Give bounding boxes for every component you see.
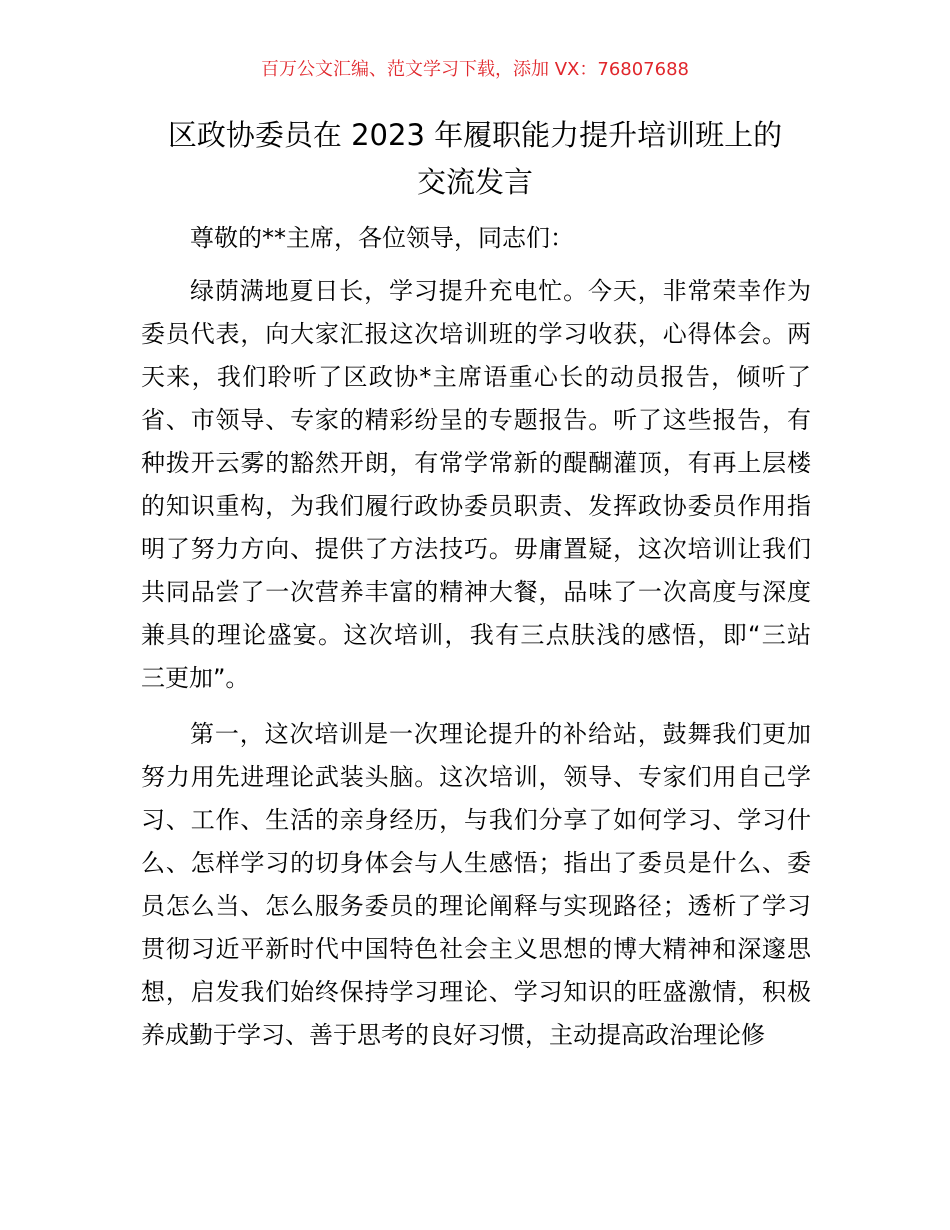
paragraph-line: 员怎么当、怎么服务委员的理论阐释与实现路径；透析了学习 bbox=[141, 892, 811, 920]
title-line: 区政协委员在 2023 年履职能力提升培训班上的 bbox=[167, 118, 783, 152]
paragraph-line: 共同品尝了一次营养丰富的精神大餐，品味了一次高度与深度 bbox=[141, 578, 811, 606]
salutation: 尊敬的**主席，各位领导，同志们： bbox=[190, 224, 574, 252]
document-title bbox=[120, 112, 830, 206]
watermark-header: 百万公文汇编、范文学习下载，添加 VX：76807688 bbox=[261, 59, 689, 80]
paragraph-line: 努力用先进理论武装头脑。这次培训，领导、专家们用自己学 bbox=[141, 763, 811, 791]
paragraph-line: 兼具的理论盛宴。这次培训，我有三点肤浅的感悟，即“三站 bbox=[141, 621, 811, 649]
paragraph-line: 养成勤于学习、善于思考的良好习惯，主动提高政治理论修 bbox=[141, 1021, 765, 1049]
paragraph-line: 贯彻习近平新时代中国特色社会主义思想的博大精神和深邃思 bbox=[141, 935, 811, 963]
paragraph-line: 种拨开云雾的豁然开朗，有常学常新的醍醐灌顶，有再上层楼 bbox=[141, 449, 811, 477]
paragraph-line: 委员代表，向大家汇报这次培训班的学习收获，心得体会。两 bbox=[141, 320, 811, 348]
paragraph-line: 绿荫满地夏日长，学习提升充电忙。今天，非常荣幸作为 bbox=[190, 277, 811, 305]
paragraph-line: 天来，我们聆听了区政协*主席语重心长的动员报告，倾听了 bbox=[141, 363, 811, 391]
paragraph-line: 么、怎样学习的切身体会与人生感悟；指出了委员是什么、委 bbox=[141, 849, 811, 877]
document-body bbox=[141, 217, 811, 1070]
title-line: 交流发言 bbox=[416, 165, 533, 199]
paragraph-line: 省、市领导、专家的精彩纷呈的专题报告。听了这些报告，有 bbox=[141, 406, 811, 434]
paragraph bbox=[141, 270, 811, 700]
paragraph bbox=[141, 713, 811, 1057]
paragraph-line: 明了努力方向、提供了方法技巧。毋庸置疑，这次培训让我们 bbox=[141, 535, 811, 563]
paragraph-line: 的知识重构，为我们履行政协委员职责、发挥政协委员作用指 bbox=[141, 492, 811, 520]
paragraph-line: 第一，这次培训是一次理论提升的补给站，鼓舞我们更加 bbox=[190, 720, 811, 748]
paragraph-line: 三更加”。 bbox=[141, 664, 250, 692]
paragraph-line: 想，启发我们始终保持学习理论、学习知识的旺盛激情，积极 bbox=[141, 978, 811, 1006]
paragraph-line: 习、工作、生活的亲身经历，与我们分享了如何学习、学习什 bbox=[141, 806, 811, 834]
